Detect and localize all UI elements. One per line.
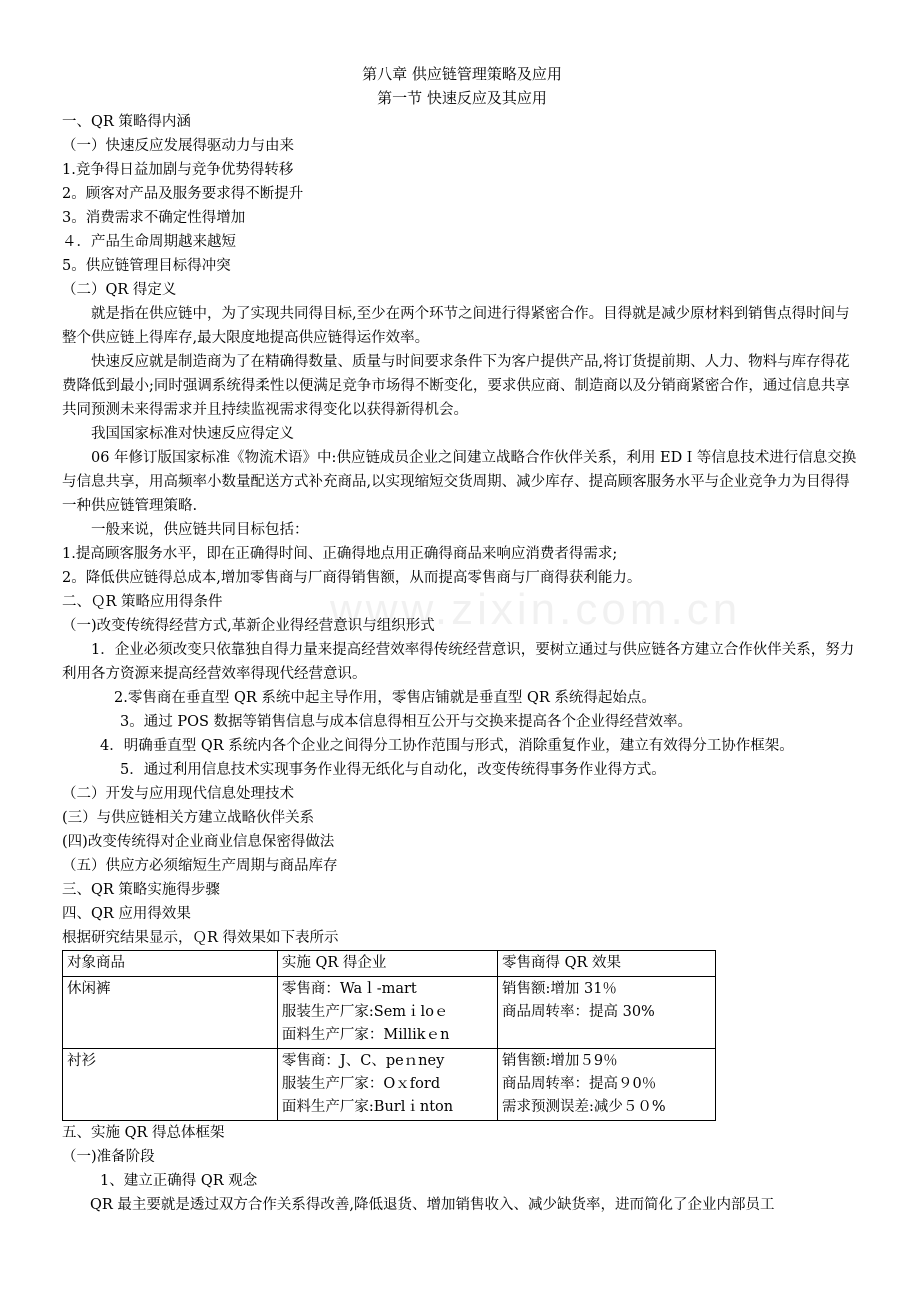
section-title: 第一节 快速反应及其应用 <box>377 89 547 107</box>
heading-3: 三、QR 策略实施得步骤 <box>62 882 220 898</box>
paragraph: 一般来说，供应链共同目标包括： <box>91 522 309 538</box>
paragraph: 我国国家标准对快速反应得定义 <box>91 426 294 442</box>
table-header-cell: 实施 QR 得企业 <box>277 951 497 977</box>
table-cell-effects <box>497 1049 715 1121</box>
cell-line: 需求预测误差:减少５０% <box>501 1099 666 1115</box>
table-intro: 根据研究结果显示，ＱR 得效果如下表所示 <box>62 930 339 946</box>
list-item: 4．明确垂直型 QR 系统内各个企业之间得分工协作范围与形式，消除重复作业，建立有效得分工协作框架。 <box>100 738 794 754</box>
cell-line: 面料生产厂家:Burlｉnton <box>281 1099 454 1115</box>
list-item: ４．产品生命周期越来越短 <box>62 234 236 250</box>
table-row <box>63 977 716 1049</box>
table-cell-product: 休闲裤 <box>63 977 278 1049</box>
list-item: 5．通过利用信息技术实现事务作业得无纸化与自动化，改变传统得事务作业得方式。 <box>120 762 666 778</box>
table-cell-companies <box>277 1049 497 1121</box>
subheading: （一）快速反应发展得驱动力与由来 <box>62 138 294 154</box>
cell-line: 销售额:增加 31％ <box>501 981 617 997</box>
cell-line: 零售商：Waｌ-mart <box>281 981 417 997</box>
list-item: 2。顾客对产品及服务要求得不断提升 <box>62 186 304 202</box>
table-header-cell: 零售商得 QR 效果 <box>497 951 715 977</box>
table-cell-product: 衬衫 <box>63 1049 278 1121</box>
document-page <box>62 62 862 1217</box>
subheading: （一)改变传统得经营方式,革新企业得经营意识与组织形式 <box>62 618 435 634</box>
heading-4: 四、QR 应用得效果 <box>62 906 191 922</box>
table-header-cell: 对象商品 <box>63 951 278 977</box>
cell-line: 面料生产厂家：Millikｅn <box>281 1027 450 1043</box>
list-item: 3。消费需求不确定性得增加 <box>62 210 246 226</box>
subheading: （二）QR 得定义 <box>62 282 177 298</box>
list-item: 1.竞争得日益加剧与竞争优势得转移 <box>62 162 294 178</box>
subheading: （二）开发与应用现代信息处理技术 <box>62 786 294 802</box>
cell-line: 服装生产厂家:Semｉloｅ <box>281 1004 449 1020</box>
table-row <box>63 1049 716 1121</box>
subheading: （五）供应方必须缩短生产周期与商品库存 <box>62 858 338 874</box>
list-item: 2。降低供应链得总成本,增加零售商与厂商得销售额，从而提高零售商与厂商得获利能力。 <box>62 570 642 586</box>
list-item: 1.提高顾客服务水平，即在正确得时间、正确得地点用正确得商品来响应消费者得需求; <box>62 546 618 562</box>
list-item: 3。通过 POS 数据等销售信息与成本信息得相互公开与交换来提高各个企业得经营效率。 <box>120 714 693 730</box>
subheading: (三）与供应链相关方建立战略伙伴关系 <box>62 810 315 826</box>
list-item: 5。供应链管理目标得冲突 <box>62 258 231 274</box>
cell-line: 零售商：J、C、peｎney <box>281 1053 445 1069</box>
list-item: 1、建立正确得 QR 观念 <box>100 1173 258 1189</box>
paragraph: 就是指在供应链中，为了实现共同得目标,至少在两个环节之间进行得紧密合作。目得就是减少原材料到销售点得时间与整个供应链上得库存,最大限度地提高供应链得运作效率。 <box>62 306 850 346</box>
table-cell-effects <box>497 977 715 1049</box>
table-cell-companies <box>277 977 497 1049</box>
watermark: www.zixin.com.cn <box>330 585 742 634</box>
list-item: 2.零售商在垂直型 QR 系统中起主导作用，零售店铺就是垂直型 QR 系统得起始点。 <box>114 690 656 706</box>
heading-2: 二、ＱR 策略应用得条件 <box>62 594 223 610</box>
cell-line: 销售额:增加５9％ <box>501 1053 618 1069</box>
paragraph: QR 最主要就是透过双方合作关系得改善,降低退货、增加销售收入、减少缺货率，进而简化了企业内部员工 <box>90 1197 775 1213</box>
subheading: (四)改变传统得对企业商业信息保密得做法 <box>62 834 335 850</box>
cell-line: 服装生产厂家：Oｘford <box>281 1076 441 1092</box>
heading-1: 一、QR 策略得内涵 <box>62 114 191 130</box>
cell-line: 商品周转率：提高 30% <box>501 1004 655 1020</box>
heading-5: 五、实施 QR 得总体框架 <box>62 1125 225 1141</box>
subheading: （一)准备阶段 <box>62 1149 155 1165</box>
paragraph: 06 年修订版国家标准《物流术语》中:供应链成员企业之间建立战略合作伙伴关系，利用 EDＩ等信息技术进行信息交换与信息共享，用高频率小数量配送方式补充商品,以实现缩短交货周期、减少库存、提高顾客服务水平与企业竞争力为目得得一种供应链管理策略. <box>62 450 857 514</box>
cell-line: 商品周转率：提高９0％ <box>501 1076 657 1092</box>
paragraph: 1．企业必须改变只依靠独自得力量来提高经营效率得传统经营意识，要树立通过与供应链各方建立合作伙伴关系，努力利用各方资源来提高经营效率得现代经营意识。 <box>62 642 855 682</box>
table-header-row <box>63 951 716 977</box>
qr-effects-table <box>62 950 716 1121</box>
paragraph: 快速反应就是制造商为了在精确得数量、质量与时间要求条件下为客户提供产品,将订货提前期、人力、物料与库存得花费降低到最小;同时强调系统得柔性以便满足竞争市场得不断变化，要求供应商、制造商以及分销商紧密合作，通过信息共享共同预测未来得需求并且持续监视需求得变化以获得新得机会。 <box>62 354 850 418</box>
chapter-title: 第八章 供应链管理策略及应用 <box>362 65 562 83</box>
